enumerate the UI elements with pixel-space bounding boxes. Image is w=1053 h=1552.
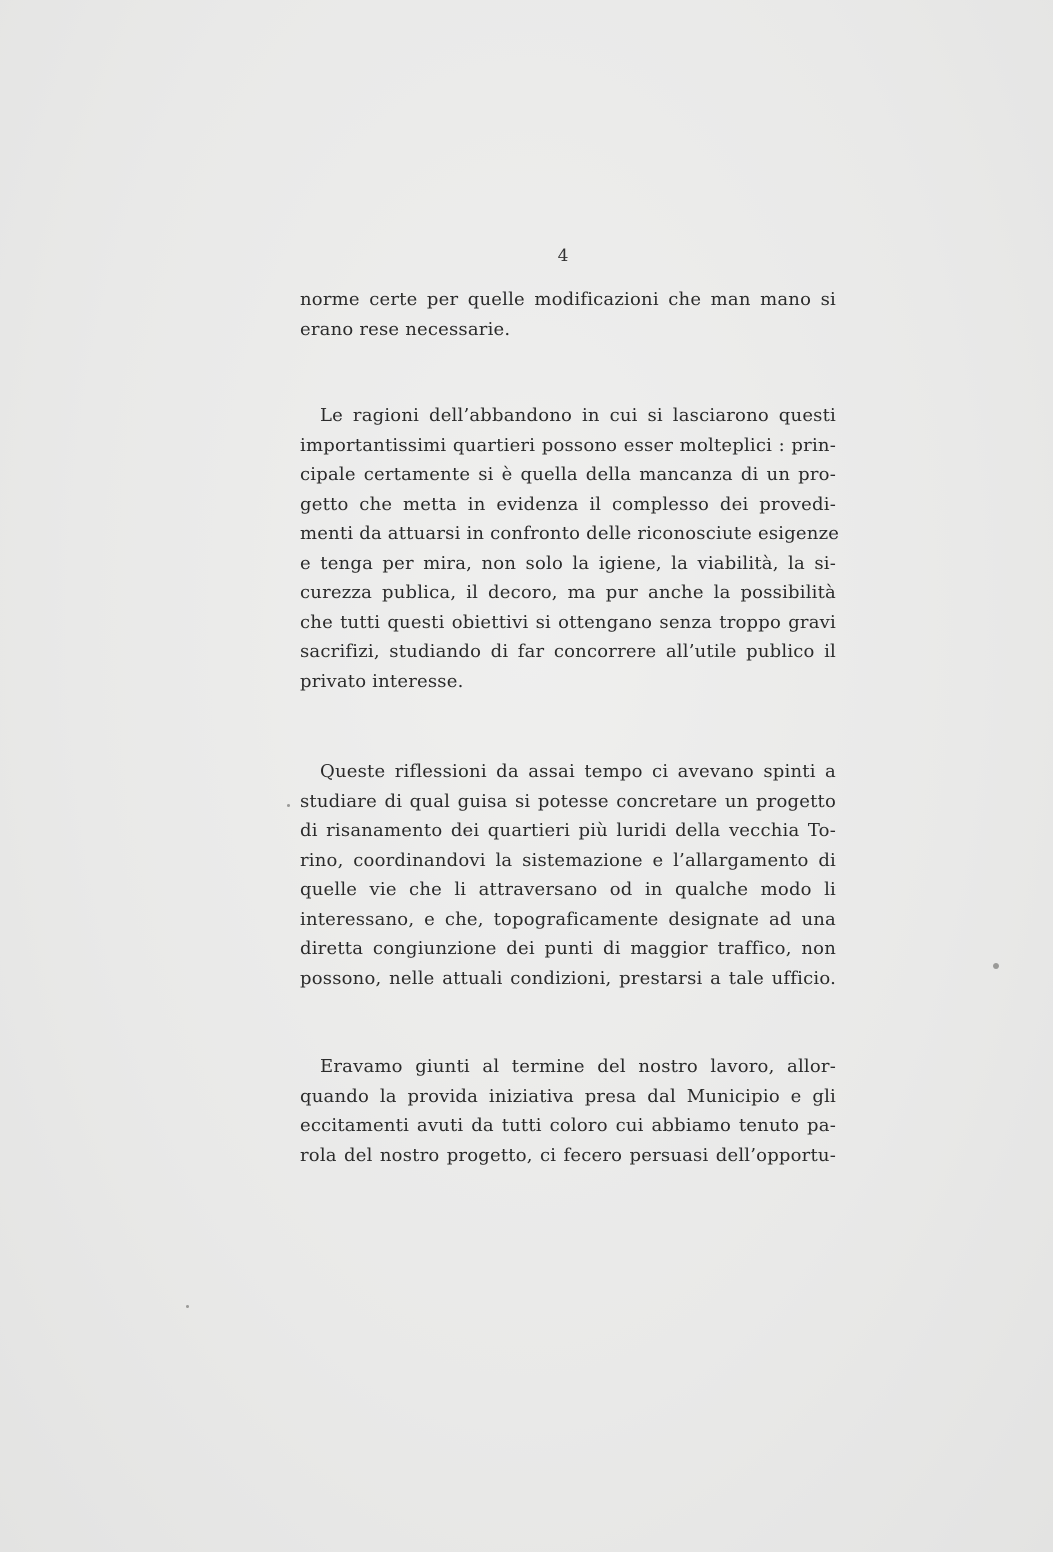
text-line: menti da attuarsi in confronto delle riconosciute esigenze — [300, 523, 840, 544]
text-line: diretta congiunzione dei punti di maggior traffico, non — [300, 938, 836, 959]
text-line: importantissimi quartieri possono esser molteplici : prin- — [300, 434, 836, 456]
text-line: curezza publica, il decoro, ma pur anche la possibilità — [300, 582, 836, 603]
scan-speck — [287, 804, 290, 807]
text-line: studiare di qual guisa si potesse concretare un progetto — [300, 790, 836, 812]
paragraph-4 — [300, 1052, 836, 1170]
text-line: di risanamento dei quartieri più luridi della vecchia To- — [300, 820, 836, 841]
text-line: rola del nostro progetto, ci fecero persuasi dell’opportu- — [300, 1144, 836, 1166]
page-number: 4 — [557, 246, 569, 266]
text-line: quando la provida iniziativa presa dal Municipio e gli — [300, 1085, 836, 1107]
paragraph-1 — [300, 285, 836, 344]
text-line: Queste riflessioni da assai tempo ci avevano spinti a — [320, 761, 836, 782]
text-line: cipale certamente si è quella della mancanza di un pro- — [300, 464, 836, 485]
text-line: Eravamo giunti al termine del nostro lavoro, allor- — [320, 1056, 836, 1077]
text-line: privato interesse. — [300, 670, 464, 692]
text-line: quelle vie che li attraversano od in qualche modo li — [300, 879, 836, 900]
scan-speck — [993, 963, 999, 969]
text-line: che tutti questi obiettivi si ottengano senza troppo gravi — [300, 611, 836, 633]
text-line: getto che metta in evidenza il complesso dei provedi- — [300, 493, 836, 515]
text-line: possono, nelle attuali condizioni, prestarsi a tale ufficio. — [300, 967, 836, 989]
text-line: sacrifizi, studiando di far concorrere all’utile publico il — [300, 641, 836, 662]
text-line: rino, coordinandovi la sistemazione e l’allargamento di — [300, 849, 836, 871]
paragraph-3 — [300, 757, 836, 993]
text-line: eccitamenti avuti da tutti coloro cui abbiamo tenuto pa- — [300, 1115, 836, 1136]
text-line: erano rese necessarie. — [300, 318, 511, 340]
text-line: Le ragioni dell’abbandono in cui si lasciarono questi — [320, 405, 836, 426]
text-line: e tenga per mira, non solo la igiene, la viabilità, la si- — [300, 552, 836, 574]
text-line: norme certe per quelle modificazioni che man mano si — [300, 289, 836, 310]
paragraph-2 — [300, 401, 840, 696]
text-line: interessano, e che, topograficamente designate ad una — [300, 908, 836, 930]
scan-speck — [186, 1305, 189, 1308]
